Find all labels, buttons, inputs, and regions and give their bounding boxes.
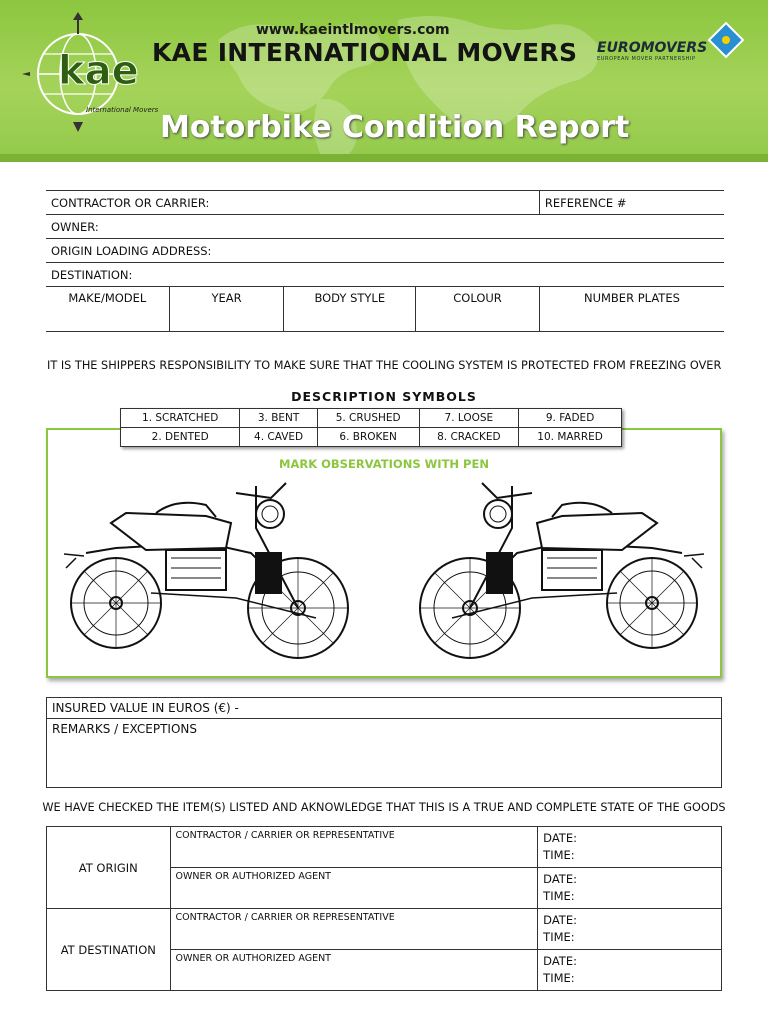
year-field[interactable]: YEAR [169, 287, 284, 332]
contractor-field[interactable]: CONTRACTOR OR CARRIER: [46, 191, 539, 215]
symbol-marred: 10. MARRED [519, 428, 622, 447]
description-symbols-table [120, 408, 622, 447]
time-label: TIME: [543, 971, 575, 985]
partner-logo-name: EUROMOVERS [597, 40, 708, 56]
date-label: DATE: [543, 872, 577, 886]
reference-field[interactable]: REFERENCE # [539, 191, 724, 215]
colour-field[interactable]: COLOUR [416, 287, 540, 332]
euromovers-badge-icon [708, 22, 744, 58]
insured-value-field[interactable]: INSURED VALUE IN EUROS (€) - [47, 698, 722, 719]
shipment-info-table [46, 190, 724, 332]
destination-carrier-datetime[interactable] [538, 909, 722, 950]
symbol-bent: 3. BENT [240, 409, 317, 428]
symbol-crushed: 5. CRUSHED [317, 409, 419, 428]
symbol-dented: 2. DENTED [121, 428, 240, 447]
date-label: DATE: [543, 913, 577, 927]
logo-subtitle: International Movers [86, 106, 159, 114]
at-destination-label: AT DESTINATION [47, 909, 171, 991]
motorbike-diagram-box[interactable] [46, 428, 722, 678]
page-title: Motorbike Condition Report [160, 110, 630, 145]
signature-table [46, 826, 722, 991]
number-plates-field[interactable]: NUMBER PLATES [539, 287, 724, 332]
motorbike-left-side-drawing[interactable] [56, 458, 356, 668]
logo-lettering: kae [58, 48, 139, 94]
mark-observations-instruction: MARK OBSERVATIONS WITH PEN [279, 457, 489, 471]
description-symbols-heading: DESCRIPTION SYMBOLS [291, 389, 477, 404]
valuation-table [46, 697, 722, 788]
destination-owner-signature[interactable]: OWNER OR AUTHORIZED AGENT [170, 950, 538, 991]
at-origin-label: AT ORIGIN [47, 827, 171, 909]
acknowledgement-statement: WE HAVE CHECKED THE ITEM(S) LISTED AND AKNOWLEDGE THAT THIS IS A TRUE AND COMPLETE STATE OF THE GOODS [42, 801, 726, 814]
destination-field[interactable]: DESTINATION: [46, 263, 724, 287]
date-label: DATE: [543, 831, 577, 845]
origin-carrier-datetime[interactable] [538, 827, 722, 868]
cooling-system-notice: IT IS THE SHIPPERS RESPONSIBILITY TO MAKE SURE THAT THE COOLING SYSTEM IS PROTECTED FROM FREEZING OVER [47, 359, 722, 372]
time-label: TIME: [543, 889, 575, 903]
symbol-loose: 7. LOOSE [419, 409, 519, 428]
symbol-faded: 9. FADED [519, 409, 622, 428]
origin-address-field[interactable]: ORIGIN LOADING ADDRESS: [46, 239, 724, 263]
date-label: DATE: [543, 954, 577, 968]
owner-field[interactable]: OWNER: [46, 215, 724, 239]
symbol-broken: 6. BROKEN [317, 428, 419, 447]
make-model-field[interactable]: MAKE/MODEL [46, 287, 169, 332]
time-label: TIME: [543, 848, 575, 862]
origin-owner-signature[interactable]: OWNER OR AUTHORIZED AGENT [170, 868, 538, 909]
symbol-cracked: 8. CRACKED [419, 428, 519, 447]
motorbike-right-side-drawing[interactable] [412, 458, 712, 668]
destination-carrier-signature[interactable]: CONTRACTOR / CARRIER OR REPRESENTATIVE [170, 909, 538, 950]
origin-carrier-signature[interactable]: CONTRACTOR / CARRIER OR REPRESENTATIVE [170, 827, 538, 868]
symbol-caved: 4. CAVED [240, 428, 317, 447]
origin-owner-datetime[interactable] [538, 868, 722, 909]
remarks-field[interactable]: REMARKS / EXCEPTIONS [47, 719, 722, 788]
website-url: www.kaeintlmovers.com [256, 22, 450, 38]
body-style-field[interactable]: BODY STYLE [284, 287, 416, 332]
kae-globe-logo [28, 12, 159, 132]
company-name: KAE INTERNATIONAL MOVERS [152, 38, 578, 67]
partner-tagline: EUROPEAN MOVER PARTNERSHIP [597, 56, 696, 62]
header-bottom-band [0, 154, 768, 162]
destination-owner-datetime[interactable] [538, 950, 722, 991]
time-label: TIME: [543, 930, 575, 944]
header-banner [0, 0, 768, 162]
symbol-scratched: 1. SCRATCHED [121, 409, 240, 428]
